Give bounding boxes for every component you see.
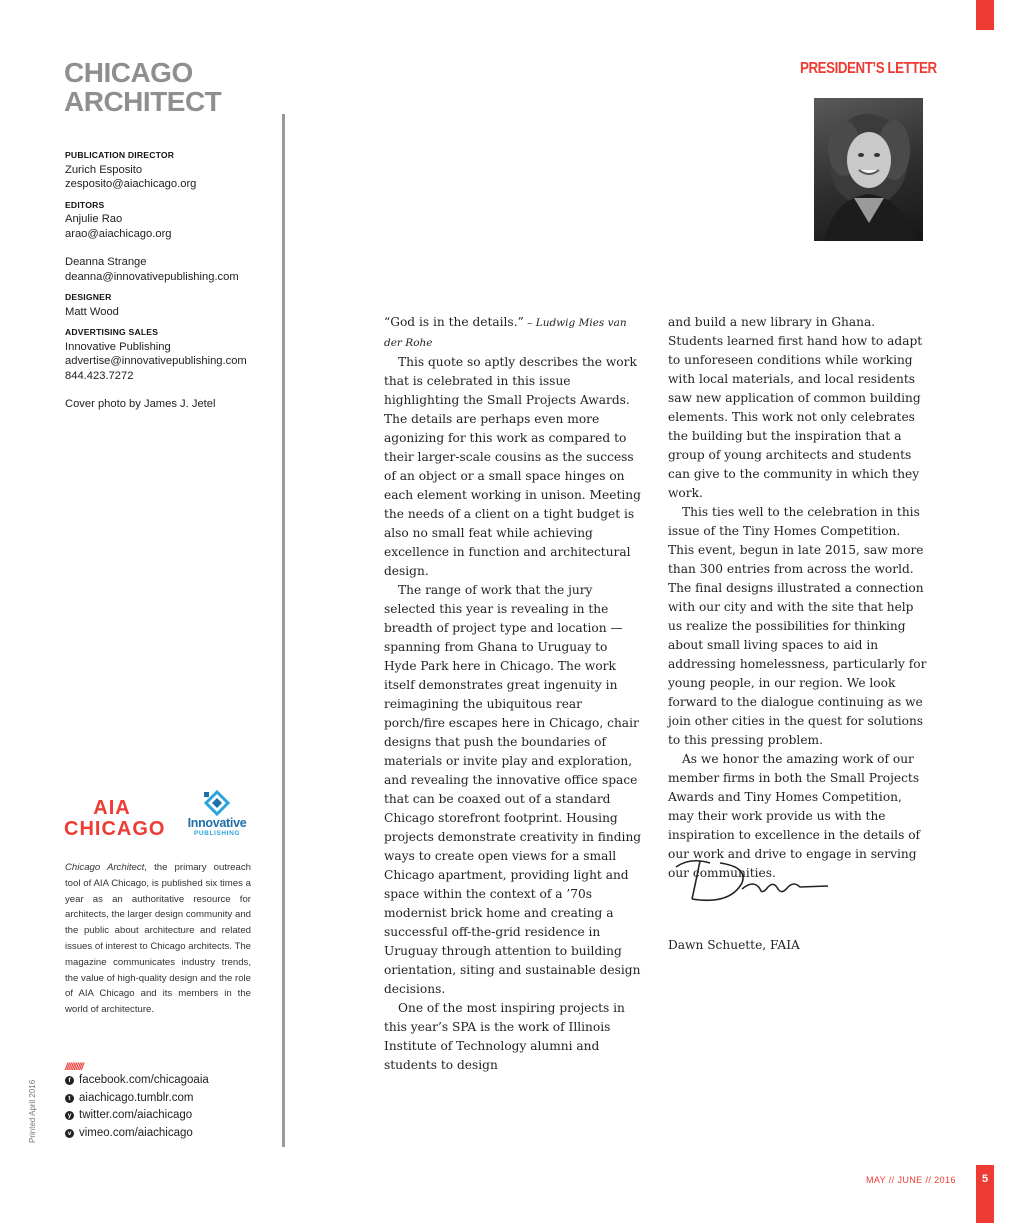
signer-name: Dawn Schuette, FAIA bbox=[668, 938, 800, 952]
innovative-logo-sub: PUBLISHING bbox=[193, 830, 241, 837]
column-divider bbox=[282, 114, 285, 1147]
social-link-vimeo[interactable] bbox=[65, 1125, 265, 1143]
social-link-text: twitter.com/aiachicago bbox=[79, 1109, 193, 1122]
social-link-text: facebook.com/chicagoaia bbox=[79, 1074, 209, 1086]
letter-column-1 bbox=[384, 313, 642, 1075]
ad-sales-phone: 844.423.7272 bbox=[65, 369, 134, 382]
magazine-blurb bbox=[65, 860, 251, 1018]
letter-quote: “God is in the details.” bbox=[384, 315, 524, 329]
social-links bbox=[65, 1072, 265, 1142]
masthead-line2: ARCHITECT bbox=[64, 86, 222, 117]
letter-paragraph-5: As we honor the amazing work of our member firms in both the Small Projects Awards and Tiny Homes Competition, may their work provide us with the inspiration to excellence in the details of our work and drive to engage in serving our communities. bbox=[668, 752, 921, 880]
innovative-mark-icon bbox=[202, 790, 232, 816]
red-slashes: ////////// bbox=[65, 1062, 83, 1073]
letter-paragraph-3b: and build a new library in Ghana. Students learned first hand how to adapt to unforeseen conditions while working with local materials, and local residents saw new application of common building elements. This work not only celebrates the building but the inspiration that a group of young architects and students can give to the community in which they work. bbox=[668, 315, 923, 500]
social-link-facebook[interactable] bbox=[65, 1072, 265, 1090]
publication-director-label: PUBLICATION DIRECTOR bbox=[65, 150, 175, 160]
blurb-text: , the primary outreach tool of AIA Chicago, is published six times a year as an authoritative resource for architects, the larger design community and the public about architecture and related issues of interest to Chicago architects. The magazine communicates industry trends, the value of high-quality design and the role of AIA Chicago and its members in the world of architecture. bbox=[65, 862, 251, 1016]
tumblr-icon: t bbox=[65, 1094, 74, 1103]
publication-director-name: Zurich Esposito bbox=[65, 163, 143, 176]
editor2-name: Deanna Strange bbox=[65, 256, 147, 268]
social-link-tumblr[interactable] bbox=[65, 1090, 265, 1108]
letter-quote-attribution: – Ludwig Mies van der Rohe bbox=[384, 317, 627, 349]
ad-sales-company: Innovative Publishing bbox=[65, 340, 171, 353]
letter-paragraph-2: The range of work that the jury selected this year is revealing in the breadth of project type and location — spanning from Ghana to Uruguay to Hyde Park here in Chicago. The work itself demonstrates great ingenuity in reimagining the ubiquitous rear porch/fire escapes here in Chicago, chair designs that push the boundaries of materials or invite play and exploration, and revealing the innovative office space that can be coaxed out of a standard Chicago storefront footprint. Housing projects demonstrate creativity in finding ways to create open views for a small Chicago apartment, providing light and space within the context of a ’70s modernist brick home and creating a successful off-the-grid residence in Uruguay through attention to building orientation, siting and sustainable design decisions. bbox=[384, 583, 642, 996]
signature bbox=[670, 853, 830, 913]
designer-label: DESIGNER bbox=[65, 292, 112, 302]
innovative-publishing-logo bbox=[182, 790, 252, 838]
blurb-title: Chicago Architect bbox=[65, 862, 145, 873]
editor2-email[interactable]: deanna@innovativepublishing.com bbox=[65, 270, 239, 283]
section-title: PRESIDENT’S LETTER bbox=[800, 60, 937, 77]
aia-logo-line1: AIA bbox=[93, 797, 131, 819]
ad-sales-email[interactable]: advertise@innovativepublishing.com bbox=[65, 355, 247, 367]
president-portrait bbox=[814, 98, 923, 241]
footer-issue-date: MAY // JUNE // 2016 bbox=[866, 1175, 956, 1185]
page-edge-tab-top bbox=[976, 0, 994, 30]
masthead-line1: CHICAGO bbox=[64, 57, 193, 88]
designer-name: Matt Wood bbox=[65, 305, 119, 318]
signature-image bbox=[670, 853, 830, 908]
aia-chicago-logo bbox=[64, 797, 166, 840]
innovative-logo-name: Innovative bbox=[187, 816, 247, 830]
letter-paragraph-3a: One of the most inspiring projects in this year’s SPA is the work of Illinois Institute of Technology alumni and students to design bbox=[384, 1001, 625, 1072]
facebook-icon: f bbox=[65, 1076, 74, 1085]
page-number: 5 bbox=[976, 1165, 994, 1223]
aia-logo-line2: CHICAGO bbox=[64, 818, 166, 840]
letter-quote-paragraph bbox=[384, 313, 642, 353]
editor1-email[interactable]: arao@aiachicago.org bbox=[65, 227, 172, 240]
logos bbox=[64, 790, 264, 846]
publication-director-email[interactable]: zesposito@aiachicago.org bbox=[65, 178, 197, 190]
social-link-text: aiachicago.tumblr.com bbox=[79, 1091, 194, 1104]
masthead bbox=[64, 58, 221, 116]
social-link-text: vimeo.com/aiachicago bbox=[79, 1126, 193, 1139]
editors-label: EDITORS bbox=[65, 199, 105, 210]
staff-box bbox=[65, 148, 275, 412]
portrait-image bbox=[814, 98, 923, 241]
social-link-twitter[interactable] bbox=[65, 1107, 265, 1125]
letter-column-2 bbox=[668, 313, 930, 883]
twitter-icon: y bbox=[65, 1111, 74, 1120]
cover-credit: Cover photo by James J. Jetel bbox=[65, 398, 216, 410]
ad-sales-label: ADVERTISING SALES bbox=[65, 327, 159, 337]
printed-date: Printed April 2016 bbox=[28, 1079, 37, 1143]
editor1-name: Anjulie Rao bbox=[65, 213, 123, 225]
letter-paragraph-4: This ties well to the celebration in this issue of the Tiny Homes Competition. This event, begun in late 2015, saw more than 300 entries from across the world. The final designs illustrated a connection with our city and with the site that help us realize the possibilities for thinking about small living spaces to aid in addressing homelessness, particularly for young people, in our region. We look forward to the dialogue continuing as we join other cities in the quest for solutions to this pressing problem. bbox=[668, 505, 927, 747]
vimeo-icon: v bbox=[65, 1129, 74, 1138]
letter-paragraph-1: This quote so aptly describes the work that is celebrated in this issue highlighting the Small Projects Awards. The details are perhaps even more agonizing for this work as compared to their larger-scale cousins as the success of an object or a small space hinges on each element working in unison. Meeting the needs of a client on a tight budget is also no small feat while achieving excellence in function and architectural design. bbox=[384, 355, 641, 578]
